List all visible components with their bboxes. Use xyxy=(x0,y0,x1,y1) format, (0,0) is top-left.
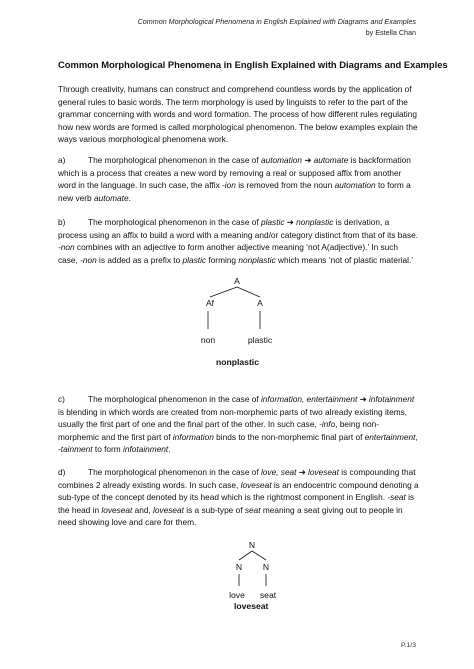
intro-paragraph: Through creativity, humans can construct and comprehend countless words by the application of general rules to basic words. The term morphology is used by linguists to refer to the part of the grammar concerning with words and word formation. The process of how different rules regulating how new words are formed is called morphological phenomenon. The below examples explain the ways various morphological phenomena work. xyxy=(58,84,418,145)
item-d-text: The morphological phenomenon in the case of love, seat ➜ loveseat is compounding that combines 2 already existing words. In such case, loveseat is an endocentric compound denoting a sub-type of the concept denoted by its head which is the rightmost component in English. -seat is the head in loveseat and, loveseat is a sub-type of seat meaning a seat giving out to people in need showing love and care for them. xyxy=(58,467,419,528)
tree1-right-leaf: plastic xyxy=(247,335,273,345)
tree2-left-node: N xyxy=(235,562,243,572)
tree2-branch-right xyxy=(252,551,266,560)
tree2-root: N xyxy=(248,540,256,550)
item-d xyxy=(58,466,420,529)
item-c-label: c) xyxy=(58,394,65,404)
tree1-branch-right xyxy=(237,287,260,297)
header-author: by Estella Chan xyxy=(365,27,416,37)
tree-diagram-loveseat xyxy=(222,538,286,602)
tree2-right-leaf: seat xyxy=(259,590,277,600)
tree1-right-node: A xyxy=(257,298,263,308)
item-b-label: b) xyxy=(58,217,66,227)
tree1-branch-left xyxy=(210,287,237,297)
tree1-left-node: Af xyxy=(205,298,215,308)
item-a xyxy=(58,154,420,204)
page-number: P.1/3 xyxy=(401,642,416,649)
header-title: Common Morphological Phenomena in English Explained with Diagrams and Examples xyxy=(137,17,416,26)
page-header xyxy=(138,17,416,38)
document-title: Common Morphological Phenomena in English Explained with Diagrams and Examples xyxy=(58,59,448,70)
item-a-text: The morphological phenomenon in the case of automation ➜ automate is backformation which is a process that creates a new word by removing a real or supposed affix from another word in the language. In such case, the affix -ion is removed from the noun automation to form a new verb automate. xyxy=(58,155,411,203)
tree1-root: A xyxy=(234,276,240,286)
tree2-branch-left xyxy=(239,551,252,560)
item-b-text: The morphological phenomenon in the case of plastic ➜ nonplastic is derivation, a process using an affix to build a word with a meaning and/or category distinct from that of its base. -non combines with an adjective to form another adjective meaning ‘not A(adjective).’ In such case, -non is added as a prefix to plastic forming nonplastic which means ‘not of plastic material.’ xyxy=(58,217,419,265)
item-a-label: a) xyxy=(58,155,66,165)
item-b xyxy=(58,216,420,266)
item-d-label: d) xyxy=(58,467,66,477)
item-c-text: The morphological phenomenon in the case of information, entertainment ➜ infotainment is blending in which words are created from non-morphemic parts of two already existing items, usually the first part of one and the final part of the other. In such case, -info, being non-morphemic and the first part of information binds to the non-morphemic final part of entertainment, -tainment to form infotainment. xyxy=(58,394,418,455)
tree2-left-leaf: love xyxy=(229,590,245,600)
tree2-caption: loveseat xyxy=(234,601,269,611)
item-c xyxy=(58,393,420,456)
tree2-right-node: N xyxy=(262,562,270,572)
tree1-left-leaf: non xyxy=(200,335,216,345)
tree1-caption: nonplastic xyxy=(216,357,259,367)
tree-diagram-nonplastic xyxy=(196,273,286,347)
